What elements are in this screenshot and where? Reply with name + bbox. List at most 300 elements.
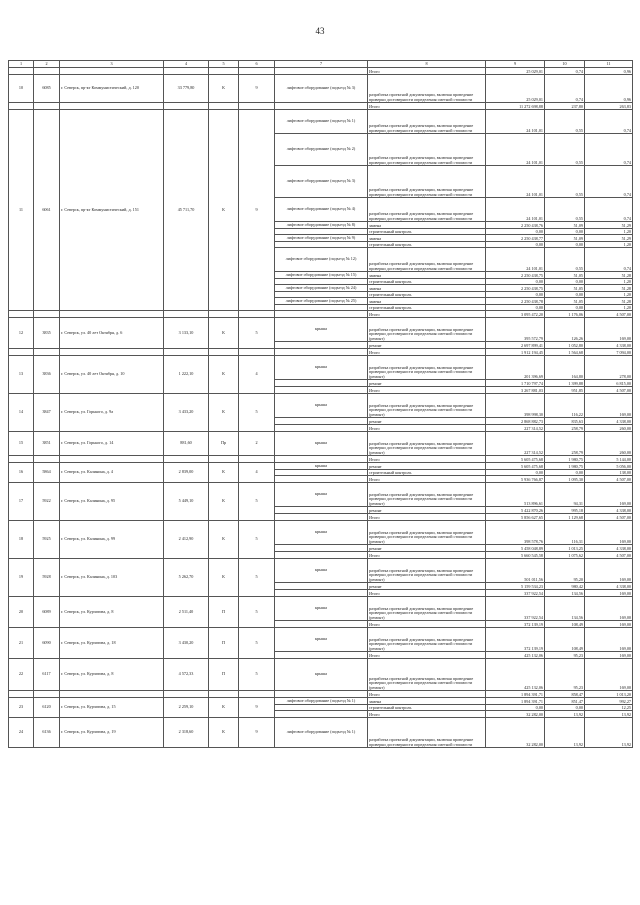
row-number-cell: 18 bbox=[9, 521, 34, 559]
work-element-cell bbox=[275, 507, 368, 514]
address-cell: г. Северск, ул. Курчатова, д. 15 bbox=[60, 698, 164, 718]
unit-cost-cell: 237,80 bbox=[545, 103, 585, 110]
work-element-cell bbox=[275, 583, 368, 590]
wall-type-cell bbox=[209, 311, 239, 318]
work-description-cell: разработка проектной документации, включая проведение проверки достоверности определения сметной стоимости bbox=[368, 198, 486, 222]
unit-cost-cell: 1 129,68 bbox=[545, 514, 585, 521]
work-element-cell: лифтовое оборудование (подъезд № 25) bbox=[275, 298, 368, 305]
unit-cost-cell: 126,26 bbox=[545, 318, 585, 342]
work-description-cell: разработка проектной документации, включая проведение проверки достоверности определения сметной стоимости bbox=[368, 248, 486, 272]
limit-cost-cell: 169,00 bbox=[585, 652, 633, 659]
limit-cost-cell: 51,28 bbox=[585, 272, 633, 279]
row-number-cell bbox=[9, 68, 34, 75]
work-element-cell bbox=[275, 691, 368, 698]
cost-cell: 0,00 bbox=[486, 705, 545, 711]
work-element-cell: лифтовое оборудование (подъезд № 24) bbox=[275, 285, 368, 292]
unit-cost-cell: 0,74 bbox=[545, 75, 585, 103]
wall-type-cell: К bbox=[209, 318, 239, 349]
limit-cost-cell: 4 338,00 bbox=[585, 545, 633, 552]
floors-cell: 5 bbox=[239, 394, 275, 432]
building-id-cell: 6061 bbox=[34, 110, 60, 311]
limit-cost-cell: 4 507,00 bbox=[585, 311, 633, 318]
work-description-cell: Итого bbox=[368, 590, 486, 597]
column-number-header: 7 bbox=[275, 61, 368, 68]
building-id-cell bbox=[34, 103, 60, 110]
floors-cell: 5 bbox=[239, 559, 275, 597]
work-description-cell: разработка проектной документации, включая проведение проверки достоверности определения сметной стоимости bbox=[368, 75, 486, 103]
unit-cost-cell: 0,00 bbox=[545, 242, 585, 248]
work-element-cell: крыша bbox=[275, 597, 368, 621]
work-description-cell: замена bbox=[368, 235, 486, 242]
table-row bbox=[9, 483, 633, 507]
limit-cost-cell: 0,74 bbox=[585, 110, 633, 134]
limit-cost-cell: 169,00 bbox=[585, 628, 633, 652]
unit-cost-cell: 835,63 bbox=[545, 418, 585, 425]
row-number-cell: 19 bbox=[9, 559, 34, 597]
row-number-cell: 17 bbox=[9, 483, 34, 521]
work-description-cell: разработка проектной документации, включая проведение проверки достоверности определения сметной стоимости (ремонт) bbox=[368, 318, 486, 342]
wall-type-cell: К bbox=[209, 75, 239, 103]
cost-cell: 2 250 438,75 bbox=[486, 272, 545, 279]
cost-cell: 372 139,19 bbox=[486, 621, 545, 628]
wall-type-cell: П bbox=[209, 597, 239, 628]
limit-cost-cell: 0,96 bbox=[585, 68, 633, 75]
limit-cost-cell: 7 094,00 bbox=[585, 349, 633, 356]
building-id-cell: 5925 bbox=[34, 521, 60, 559]
row-number-cell: 15 bbox=[9, 432, 34, 456]
area-cell: 45 711,70 bbox=[164, 110, 209, 311]
table-row bbox=[9, 68, 633, 75]
table-row bbox=[9, 718, 633, 748]
work-description-cell: Итого bbox=[368, 387, 486, 394]
table-row bbox=[9, 349, 633, 356]
work-description-cell: разработка проектной документации, включая проведение проверки достоверности определения сметной стоимости bbox=[368, 166, 486, 198]
cost-cell: 11 272 698,88 bbox=[486, 103, 545, 110]
work-description-cell: замена bbox=[368, 298, 486, 305]
cost-cell: 0,00 bbox=[486, 279, 545, 285]
limit-cost-cell: 263,83 bbox=[585, 103, 633, 110]
address-cell bbox=[60, 349, 164, 356]
unit-cost-cell: 108,49 bbox=[545, 621, 585, 628]
building-id-cell bbox=[34, 691, 60, 698]
floors-cell: 5 bbox=[239, 318, 275, 349]
limit-cost-cell: 51,28 bbox=[585, 298, 633, 305]
address-cell: г. Северск, ул. Калинина, д. 103 bbox=[60, 559, 164, 597]
limit-cost-cell: 4 507,00 bbox=[585, 552, 633, 559]
column-number-header: 1 bbox=[9, 61, 34, 68]
cost-cell: 5 458 048,89 bbox=[486, 545, 545, 552]
cost-cell: 3 095 472,20 bbox=[486, 311, 545, 318]
cost-cell: 2 250 438,78 bbox=[486, 298, 545, 305]
address-cell: г. Северск, ул. Курчатова, д. 8 bbox=[60, 597, 164, 628]
limit-cost-cell: 4 507,00 bbox=[585, 387, 633, 394]
work-description-cell: строительный контроль bbox=[368, 705, 486, 711]
limit-cost-cell: 51,29 bbox=[585, 222, 633, 229]
cost-cell: 0,00 bbox=[486, 470, 545, 476]
limit-cost-cell: 0,96 bbox=[585, 75, 633, 103]
floors-cell: 4 bbox=[239, 356, 275, 394]
work-description-cell: разработка проектной документации, включая проведение проверки достоверности определения сметной стоимости (ремонт) bbox=[368, 628, 486, 652]
work-element-cell bbox=[275, 103, 368, 110]
wall-type-cell: Пр bbox=[209, 432, 239, 456]
limit-cost-cell: 1,20 bbox=[585, 242, 633, 248]
table-row bbox=[9, 394, 633, 418]
address-cell bbox=[60, 456, 164, 463]
wall-type-cell: К bbox=[209, 718, 239, 748]
work-description-cell: Итого bbox=[368, 476, 486, 483]
column-number-header: 9 bbox=[486, 61, 545, 68]
unit-cost-cell: 1 052,80 bbox=[545, 342, 585, 349]
limit-cost-cell: 260,00 bbox=[585, 432, 633, 456]
floors-cell: 2 bbox=[239, 432, 275, 456]
unit-cost-cell: 0,00 bbox=[545, 292, 585, 298]
cost-cell: 24 101,01 bbox=[486, 198, 545, 222]
unit-cost-cell: 116,31 bbox=[545, 521, 585, 545]
unit-cost-cell: 1 399,88 bbox=[545, 380, 585, 387]
wall-type-cell: К bbox=[209, 463, 239, 483]
row-number-cell: 22 bbox=[9, 659, 34, 691]
work-description-cell: Итого bbox=[368, 311, 486, 318]
work-description-cell: Итого bbox=[368, 691, 486, 698]
area-cell: 2 318,60 bbox=[164, 718, 209, 748]
work-description-cell: Итого bbox=[368, 621, 486, 628]
cost-cell: 24 101,01 bbox=[486, 134, 545, 166]
wall-type-cell: К bbox=[209, 394, 239, 432]
limit-cost-cell: 0,74 bbox=[585, 134, 633, 166]
address-cell: г. Северск, пр-кт Коммунистический, д. 151 bbox=[60, 110, 164, 311]
unit-cost-cell: 0,55 bbox=[545, 166, 585, 198]
unit-cost-cell: 95,23 bbox=[545, 652, 585, 659]
cost-cell: 1 710 797,74 bbox=[486, 380, 545, 387]
unit-cost-cell: 51,05 bbox=[545, 285, 585, 292]
table-row bbox=[9, 691, 633, 698]
work-description-cell: Итого bbox=[368, 425, 486, 432]
building-id-cell: 6089 bbox=[34, 597, 60, 628]
unit-cost-cell: 1 176,06 bbox=[545, 311, 585, 318]
limit-cost-cell: 4 338,00 bbox=[585, 507, 633, 514]
floors-cell: 5 bbox=[239, 521, 275, 559]
column-number-header: 11 bbox=[585, 61, 633, 68]
floors-cell: 4 bbox=[239, 463, 275, 483]
cost-cell: 5 856 627,65 bbox=[486, 514, 545, 521]
building-id-cell: 6136 bbox=[34, 718, 60, 748]
cost-cell: 5 159 534,23 bbox=[486, 583, 545, 590]
unit-cost-cell: 134,56 bbox=[545, 590, 585, 597]
cost-cell: 395 572,79 bbox=[486, 318, 545, 342]
area-cell: 3 430,20 bbox=[164, 628, 209, 659]
cost-cell: 372 139,19 bbox=[486, 628, 545, 652]
limit-cost-cell: 278,00 bbox=[585, 356, 633, 380]
area-cell: 5 449,10 bbox=[164, 483, 209, 521]
unit-cost-cell: 95,23 bbox=[545, 659, 585, 691]
limit-cost-cell: 1,20 bbox=[585, 305, 633, 311]
wall-type-cell bbox=[209, 68, 239, 75]
work-element-cell: лифтовое оборудование (подъезд № 3) bbox=[275, 166, 368, 198]
unit-cost-cell: 1 013,25 bbox=[545, 545, 585, 552]
area-cell bbox=[164, 691, 209, 698]
column-number-header: 3 bbox=[60, 61, 164, 68]
unit-cost-cell: 858,47 bbox=[545, 691, 585, 698]
work-element-cell: крыша bbox=[275, 521, 368, 545]
cost-cell: 5 605 475,68 bbox=[486, 456, 545, 463]
cost-cell: 24 101,01 bbox=[486, 110, 545, 134]
row-number-cell: 10 bbox=[9, 75, 34, 103]
work-element-cell: лифтовое оборудование (подъезд № 2) bbox=[275, 134, 368, 166]
floors-cell bbox=[239, 349, 275, 356]
wall-type-cell: К bbox=[209, 110, 239, 311]
floors-cell: 9 bbox=[239, 718, 275, 748]
unit-cost-cell: 51,09 bbox=[545, 222, 585, 229]
area-cell: 2 259,10 bbox=[164, 698, 209, 718]
work-description-cell: замена bbox=[368, 285, 486, 292]
capital-repair-table bbox=[8, 60, 633, 748]
work-description-cell: разработка проектной документации, включая проведение проверки достоверности определения сметной стоимости bbox=[368, 134, 486, 166]
area-cell bbox=[164, 456, 209, 463]
limit-cost-cell: 13,92 bbox=[585, 711, 633, 718]
work-description-cell: замена bbox=[368, 698, 486, 705]
table-row bbox=[9, 110, 633, 134]
table-row bbox=[9, 311, 633, 318]
building-id-cell bbox=[34, 68, 60, 75]
unit-cost-cell: 1 980,75 bbox=[545, 456, 585, 463]
unit-cost-cell: 258,79 bbox=[545, 432, 585, 456]
wall-type-cell: К bbox=[209, 698, 239, 718]
limit-cost-cell: 12,25 bbox=[585, 705, 633, 711]
table-row bbox=[9, 318, 633, 342]
floors-cell: 5 bbox=[239, 483, 275, 521]
cost-cell: 2 697 899,41 bbox=[486, 342, 545, 349]
table-row bbox=[9, 628, 633, 652]
cost-cell: 24 101,01 bbox=[486, 166, 545, 198]
work-element-cell: крыша bbox=[275, 356, 368, 380]
work-element-cell bbox=[275, 349, 368, 356]
limit-cost-cell: 1,20 bbox=[585, 279, 633, 285]
cost-cell: 425 132,06 bbox=[486, 659, 545, 691]
building-id-cell: 6085 bbox=[34, 75, 60, 103]
work-element-cell: лифтовое оборудование (подъезд № 1) bbox=[275, 110, 368, 134]
area-cell bbox=[164, 68, 209, 75]
cost-cell: 0,00 bbox=[486, 305, 545, 311]
work-element-cell: крыша bbox=[275, 628, 368, 652]
address-cell: г. Северск, ул. Курчатова, д. 8 bbox=[60, 659, 164, 691]
building-id-cell: 6120 bbox=[34, 698, 60, 718]
work-element-cell bbox=[275, 342, 368, 349]
work-description-cell: Итого bbox=[368, 456, 486, 463]
unit-cost-cell: 94,31 bbox=[545, 483, 585, 507]
wall-type-cell bbox=[209, 456, 239, 463]
cost-cell: 227 314,52 bbox=[486, 425, 545, 432]
cost-cell: 32 282,00 bbox=[486, 718, 545, 748]
area-cell: 33 779,80 bbox=[164, 75, 209, 103]
work-element-cell: крыша bbox=[275, 432, 368, 456]
unit-cost-cell: 95,20 bbox=[545, 559, 585, 583]
building-id-cell bbox=[34, 349, 60, 356]
cost-cell: 32 282,00 bbox=[486, 711, 545, 718]
building-id-cell bbox=[34, 456, 60, 463]
row-number-cell: 12 bbox=[9, 318, 34, 349]
cost-cell: 398 998,30 bbox=[486, 394, 545, 418]
unit-cost-cell: 1 980,75 bbox=[545, 463, 585, 470]
work-description-cell: разработка проектной документации, включая проведение проверки достоверности определения сметной стоимости (ремонт) bbox=[368, 356, 486, 380]
cost-cell: 3 267 881,03 bbox=[486, 387, 545, 394]
address-cell: г. Северск, ул. Калинина, д. 95 bbox=[60, 483, 164, 521]
work-element-cell bbox=[275, 68, 368, 75]
cost-cell: 25 029,01 bbox=[486, 68, 545, 75]
work-description-cell: разработка проектной документации, включая проведение проверки достоверности определения сметной стоимости (ремонт) bbox=[368, 659, 486, 691]
column-number-header: 2 bbox=[34, 61, 60, 68]
area-cell: 2 511,40 bbox=[164, 597, 209, 628]
limit-cost-cell: 169,00 bbox=[585, 483, 633, 507]
address-cell: г. Северск, ул. Горького, д. 9а bbox=[60, 394, 164, 432]
area-cell: 3 133,10 bbox=[164, 318, 209, 349]
limit-cost-cell: 51,28 bbox=[585, 285, 633, 292]
work-description-cell: ремонт bbox=[368, 342, 486, 349]
work-element-cell bbox=[275, 621, 368, 628]
work-element-cell bbox=[275, 456, 368, 463]
cost-cell: 5 660 545,58 bbox=[486, 552, 545, 559]
work-element-cell bbox=[275, 387, 368, 394]
limit-cost-cell: 169,00 bbox=[585, 597, 633, 621]
floors-cell: 5 bbox=[239, 628, 275, 659]
unit-cost-cell: 0,55 bbox=[545, 134, 585, 166]
limit-cost-cell: 6 815,00 bbox=[585, 380, 633, 387]
cost-cell: 501 011,56 bbox=[486, 559, 545, 583]
cost-cell: 1 894 391,71 bbox=[486, 691, 545, 698]
work-element-cell: крыша bbox=[275, 394, 368, 418]
unit-cost-cell: 134,56 bbox=[545, 597, 585, 621]
wall-type-cell: К bbox=[209, 521, 239, 559]
building-id-cell: 5928 bbox=[34, 559, 60, 597]
cost-cell: 201 396,69 bbox=[486, 356, 545, 380]
wall-type-cell: К bbox=[209, 356, 239, 394]
table-row bbox=[9, 597, 633, 621]
address-cell: г. Северск, ул. 40 лет Октября, д. 6 bbox=[60, 318, 164, 349]
work-element-cell: крыша bbox=[275, 463, 368, 470]
limit-cost-cell: 5 056,00 bbox=[585, 463, 633, 470]
cost-cell: 5 936 766,87 bbox=[486, 476, 545, 483]
work-element-cell: лифтовое оборудование (подъезд № 12) bbox=[275, 248, 368, 272]
limit-cost-cell: 169,00 bbox=[585, 590, 633, 597]
row-number-cell bbox=[9, 691, 34, 698]
cost-cell: 5 605 475,68 bbox=[486, 463, 545, 470]
unit-cost-cell: 116,22 bbox=[545, 394, 585, 418]
unit-cost-cell: 258,79 bbox=[545, 425, 585, 432]
limit-cost-cell: 4 338,00 bbox=[585, 418, 633, 425]
unit-cost-cell: 1 564,68 bbox=[545, 349, 585, 356]
row-number-cell: 14 bbox=[9, 394, 34, 432]
work-description-cell: замена bbox=[368, 272, 486, 279]
area-cell: 2 412,90 bbox=[164, 521, 209, 559]
table-row bbox=[9, 75, 633, 103]
work-element-cell bbox=[275, 418, 368, 425]
building-id-cell: 6090 bbox=[34, 628, 60, 659]
floors-cell bbox=[239, 103, 275, 110]
row-number-cell: 24 bbox=[9, 718, 34, 748]
building-id-cell: 6117 bbox=[34, 659, 60, 691]
address-cell bbox=[60, 103, 164, 110]
floors-cell bbox=[239, 68, 275, 75]
work-element-cell bbox=[275, 552, 368, 559]
row-number-cell: 23 bbox=[9, 698, 34, 718]
unit-cost-cell: 13,92 bbox=[545, 718, 585, 748]
address-cell: г. Северск, ул. Калинина, д. 4 bbox=[60, 463, 164, 483]
work-description-cell: Итого bbox=[368, 514, 486, 521]
work-description-cell: строительный контроль bbox=[368, 229, 486, 235]
page-number: 43 bbox=[315, 26, 325, 36]
unit-cost-cell: 995,18 bbox=[545, 507, 585, 514]
work-description-cell: разработка проектной документации, включая проведение проверки достоверности определения сметной стоимости (ремонт) bbox=[368, 597, 486, 621]
unit-cost-cell: 51,05 bbox=[545, 298, 585, 305]
work-description-cell: разработка проектной документации, включая проведение проверки достоверности определения сметной стоимости (ремонт) bbox=[368, 521, 486, 545]
address-cell: г. Северск, ул. Горького, д. 14 bbox=[60, 432, 164, 456]
building-id-cell bbox=[34, 311, 60, 318]
work-element-cell: лифтовое оборудование (подъезд № 1) bbox=[275, 698, 368, 705]
cost-cell: 2 250 438,75 bbox=[486, 285, 545, 292]
table-header-row bbox=[9, 61, 633, 68]
floors-cell: 9 bbox=[239, 110, 275, 311]
wall-type-cell bbox=[209, 349, 239, 356]
column-number-header: 8 bbox=[368, 61, 486, 68]
area-cell: 1 222,10 bbox=[164, 356, 209, 394]
area-cell: 3 433,20 bbox=[164, 394, 209, 432]
cost-cell: 337 922,54 bbox=[486, 597, 545, 621]
cost-cell: 5 422 870,26 bbox=[486, 507, 545, 514]
limit-cost-cell: 4 507,00 bbox=[585, 514, 633, 521]
limit-cost-cell: 5 144,00 bbox=[585, 456, 633, 463]
cost-cell: 1 912 194,45 bbox=[486, 349, 545, 356]
work-element-cell: лифтовое оборудование (подъезд № 3) bbox=[275, 75, 368, 103]
area-cell bbox=[164, 349, 209, 356]
row-number-cell bbox=[9, 311, 34, 318]
work-description-cell: ремонт bbox=[368, 380, 486, 387]
work-element-cell: лифтовое оборудование (подъезд № 4) bbox=[275, 198, 368, 222]
work-description-cell: замена bbox=[368, 222, 486, 229]
column-number-header: 5 bbox=[209, 61, 239, 68]
unit-cost-cell: 951,85 bbox=[545, 387, 585, 394]
floors-cell: 9 bbox=[239, 698, 275, 718]
limit-cost-cell: 13,92 bbox=[585, 718, 633, 748]
cost-cell: 0,00 bbox=[486, 242, 545, 248]
floors-cell bbox=[239, 456, 275, 463]
address-cell: г. Северск, ул. Калинина, д. 99 bbox=[60, 521, 164, 559]
address-cell bbox=[60, 311, 164, 318]
building-id-cell: 3851 bbox=[34, 432, 60, 456]
wall-type-cell: К bbox=[209, 559, 239, 597]
work-element-cell: крыша bbox=[275, 318, 368, 342]
area-cell: 5 262,70 bbox=[164, 559, 209, 597]
work-element-cell bbox=[275, 652, 368, 659]
work-description-cell: строительный контроль bbox=[368, 470, 486, 476]
work-description-cell: ремонт bbox=[368, 418, 486, 425]
column-number-header: 4 bbox=[164, 61, 209, 68]
address-cell bbox=[60, 68, 164, 75]
limit-cost-cell: 992,27 bbox=[585, 698, 633, 705]
limit-cost-cell: 169,00 bbox=[585, 559, 633, 583]
limit-cost-cell: 0,74 bbox=[585, 166, 633, 198]
unit-cost-cell: 108,49 bbox=[545, 628, 585, 652]
limit-cost-cell: 169,00 bbox=[585, 621, 633, 628]
building-id-cell: 3835 bbox=[34, 318, 60, 349]
unit-cost-cell: 0,55 bbox=[545, 198, 585, 222]
cost-cell: 2 250 438,76 bbox=[486, 222, 545, 229]
work-description-cell: Итого bbox=[368, 103, 486, 110]
limit-cost-cell: 4 507,00 bbox=[585, 476, 633, 483]
unit-cost-cell: 0,00 bbox=[545, 470, 585, 476]
cost-cell: 0,00 bbox=[486, 229, 545, 235]
work-description-cell: ремонт bbox=[368, 545, 486, 552]
limit-cost-cell: 4 338,00 bbox=[585, 342, 633, 349]
cost-cell: 2 250 438,77 bbox=[486, 235, 545, 242]
